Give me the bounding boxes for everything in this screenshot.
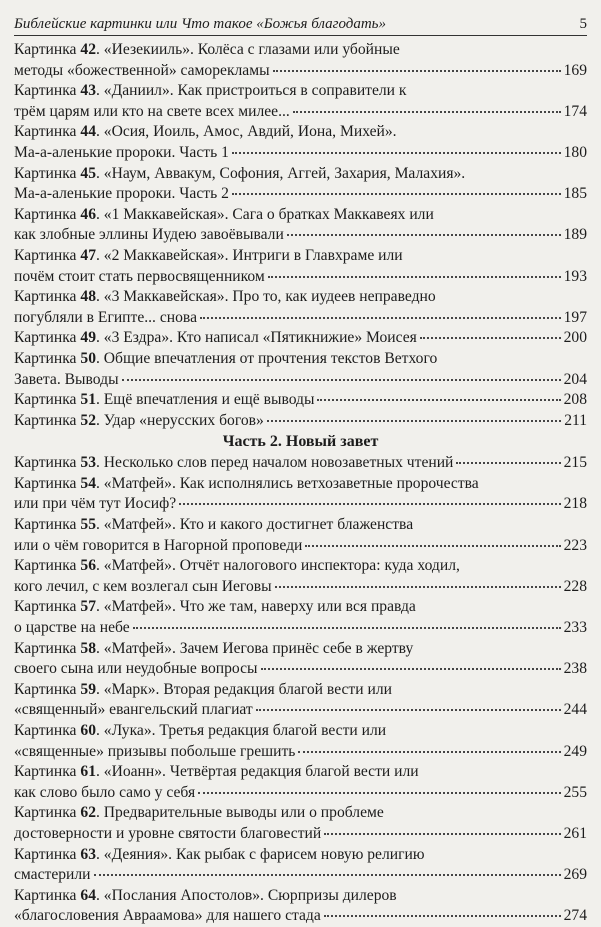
entry-title-text: . Предварительные выводы или о проблеме (95, 804, 384, 822)
entry-title-text: о царстве на небе (14, 619, 130, 637)
toc-entry (14, 287, 587, 328)
entry-title-text: Ма-а-аленькие пророки. Часть 1 (14, 143, 229, 161)
entry-label: Картинка (14, 680, 77, 698)
toc-entry (14, 515, 587, 556)
entry-page-number: 215 (563, 454, 587, 472)
entry-number: 58 (80, 639, 96, 657)
entry-last-line (14, 824, 587, 845)
entry-number: 56 (80, 557, 96, 575)
entry-number: 52 (80, 411, 96, 429)
entry-title-continuation (14, 494, 176, 515)
entry-last-line (14, 143, 587, 164)
toc-part-2 (14, 453, 587, 927)
entry-page-number: 218 (563, 495, 587, 513)
entry-number: 59 (80, 680, 96, 698)
entry-title-text: . «Матфей». Что же там, наверху или вся правда (95, 598, 416, 616)
entry-number: 61 (80, 763, 96, 781)
entry-title-line (14, 122, 587, 143)
entry-last-line (14, 267, 587, 288)
entry-title-text: достоверности и уровне святости благовестий (14, 824, 322, 842)
toc-entry (14, 390, 587, 411)
entry-page-number: 200 (563, 329, 587, 347)
entry-title-text: как слово было само у себя (14, 783, 196, 801)
entry-title-continuation (14, 742, 295, 763)
toc-entry (14, 597, 587, 638)
entry-title-text: . «Матфей». Отчёт налогового инспектора: куда ходил, (95, 557, 460, 575)
entry-page-number: 233 (563, 619, 587, 637)
dot-leader (232, 152, 561, 154)
toc-entry (14, 164, 587, 205)
entry-label: Картинка (14, 454, 77, 472)
entry-last-line (14, 61, 587, 82)
entry-last-line (14, 865, 587, 886)
entry-number: 50 (80, 349, 96, 367)
entry-last-line (14, 102, 587, 123)
entry-number: 57 (80, 598, 96, 616)
entry-last-line (14, 370, 587, 391)
entry-label: Картинка (14, 41, 77, 58)
entry-title-text: или о чём говорится в Нагорной проповеди (14, 536, 303, 554)
entry-title-continuation (14, 225, 284, 246)
entry-number: 44 (80, 123, 96, 141)
entry-label: Картинка (14, 349, 77, 367)
entry-title-continuation (14, 700, 253, 721)
entry-label: Картинка (14, 639, 77, 657)
entry-page-number: 189 (563, 226, 587, 244)
toc-part-1 (14, 40, 587, 431)
entry-title-continuation (14, 536, 302, 557)
entry-title-continuation (14, 328, 417, 349)
toc-entry (14, 639, 587, 680)
entry-label: Картинка (14, 804, 77, 822)
entry-number: 46 (80, 205, 96, 223)
entry-number: 53 (80, 454, 96, 472)
entry-title-text: как злобные эллины Иудею завоёвывали (14, 226, 284, 244)
entry-title-text: . «1 Маккавейская». Сага о братках Маккавеях или (95, 205, 434, 223)
entry-last-line (14, 308, 587, 329)
entry-number: 63 (80, 845, 96, 863)
entry-title-continuation (14, 824, 321, 845)
entry-title-continuation (14, 184, 229, 205)
entry-title-text: методы «божественной» саморекламы (14, 61, 270, 79)
entry-page-number: 204 (563, 370, 587, 388)
entry-last-line (14, 906, 587, 927)
toc-entry (14, 803, 587, 844)
toc-entry (14, 349, 587, 390)
toc-entry (14, 474, 587, 515)
entry-page-number: 185 (563, 185, 587, 203)
entry-number: 54 (80, 474, 96, 492)
entry-title-continuation (14, 267, 265, 288)
entry-title-text: . «Деяния». Как рыбак с фарисем новую религию (95, 845, 425, 863)
entry-title-line (14, 40, 587, 61)
entry-title-line (14, 474, 587, 495)
toc-entry (14, 411, 587, 432)
entry-number: 47 (80, 246, 96, 264)
entry-title-line (14, 762, 587, 783)
entry-title-text: . «Наум, Аввакум, Софония, Аггей, Захария, Малахия». (95, 164, 466, 182)
entry-label: Картинка (14, 722, 77, 739)
entry-title-continuation (14, 61, 270, 82)
entry-title-continuation (14, 411, 264, 432)
entry-page-number: 208 (563, 391, 587, 409)
dot-leader (275, 586, 561, 588)
entry-title-text: или при чём тут Иосиф? (14, 495, 177, 513)
toc-entry (14, 453, 587, 474)
dot-leader (420, 337, 561, 339)
entry-title-line (14, 886, 587, 907)
entry-number: 49 (80, 329, 96, 347)
entry-title-line (14, 597, 587, 618)
dot-leader (200, 317, 561, 319)
dot-leader (267, 420, 561, 422)
dot-leader (456, 462, 560, 464)
entry-page-number: 174 (563, 102, 587, 120)
entry-title-text: . Удар «нерусских богов» (95, 411, 264, 429)
entry-page-number: 169 (563, 61, 587, 79)
entry-title-line (14, 639, 587, 660)
entry-title-continuation (14, 143, 229, 164)
dot-leader (122, 379, 561, 381)
dot-leader (324, 833, 560, 835)
entry-label: Картинка (14, 474, 77, 492)
entry-title-text: . «3 Ездра». Кто написал «Пятикнижие» Моисея (95, 329, 417, 347)
entry-title-text: трём царям или кто на свете всех милее... (14, 102, 290, 120)
entry-title-text: Ма-а-аленькие пророки. Часть 2 (14, 185, 229, 203)
toc-entry (14, 205, 587, 246)
entry-last-line (14, 328, 587, 349)
dot-leader (268, 276, 561, 278)
entry-title-text: «священные» призывы побольше грешить (14, 742, 296, 760)
dot-leader (324, 915, 561, 917)
entry-title-line (14, 349, 587, 370)
entry-title-text: . Ещё впечатления и ещё выводы (95, 391, 315, 409)
toc-entry (14, 246, 587, 287)
entry-last-line (14, 184, 587, 205)
section-title-part-2: Часть 2. Новый завет (222, 433, 379, 451)
dot-leader (287, 234, 561, 236)
toc-entry (14, 328, 587, 349)
toc-entry (14, 721, 587, 762)
entry-title-text: Завета. Выводы (14, 370, 119, 388)
toc-entry (14, 762, 587, 803)
entry-title-line (14, 680, 587, 701)
dot-leader (261, 668, 561, 670)
entry-page-number: 193 (563, 267, 587, 285)
entry-title-text: . «Иезекииль». Колёса с глазами или убойные (95, 41, 400, 58)
entry-label: Картинка (14, 763, 77, 781)
entry-title-text: . «2 Маккавейская». Интриги в Главхраме или (95, 246, 403, 264)
entry-last-line (14, 536, 587, 557)
page-number: 5 (579, 16, 587, 32)
entry-last-line (14, 659, 587, 680)
entry-title-text: . «Даниил». Как пристроиться в соправители к (95, 82, 407, 100)
entry-title-text: . «Осия, Иоиль, Амос, Авдий, Иона, Михей». (95, 123, 397, 141)
entry-label: Картинка (14, 391, 77, 409)
entry-label: Картинка (14, 411, 77, 429)
entry-title-text: . «Матфей». Кто и какого достигнет блаженства (95, 516, 414, 534)
entry-title-continuation (14, 906, 321, 927)
entry-last-line (14, 618, 587, 639)
entry-page-number: 274 (563, 907, 587, 925)
dot-leader (298, 751, 560, 753)
entry-title-text: своего сына или неудобные вопросы (14, 660, 258, 678)
entry-label: Картинка (14, 82, 77, 100)
table-of-contents (14, 40, 587, 927)
entry-title-text: . Несколько слов перед началом новозаветных чтений (95, 454, 454, 472)
toc-entry (14, 556, 587, 597)
toc-entry (14, 886, 587, 927)
entry-title-continuation (14, 659, 258, 680)
entry-title-text: смастерили (14, 866, 91, 884)
running-title: Библейские картинки или Что такое «Божья благодать» (14, 16, 387, 32)
dot-leader (232, 193, 561, 195)
entry-label: Картинка (14, 288, 77, 306)
entry-title-continuation (14, 783, 195, 804)
entry-page-number: 197 (563, 308, 587, 326)
entry-label: Картинка (14, 123, 77, 141)
entry-title-line (14, 81, 587, 102)
entry-title-line (14, 164, 587, 185)
entry-label: Картинка (14, 329, 77, 347)
entry-title-text: . «Матфей». Зачем Иегова принёс себе в жертву (95, 639, 414, 657)
entry-last-line (14, 411, 587, 432)
entry-label: Картинка (14, 886, 77, 904)
entry-label: Картинка (14, 557, 77, 575)
entry-title-continuation (14, 453, 453, 474)
entry-title-line (14, 803, 587, 824)
entry-page-number: 223 (563, 536, 587, 554)
dot-leader (317, 399, 560, 401)
entry-title-text: . «Лука». Третья редакция благой вести или (95, 722, 387, 739)
entry-page-number: 249 (563, 742, 587, 760)
entry-title-text: . «Матфей». Как исполнялись ветхозаветные пророчества (95, 474, 479, 492)
entry-title-text: . «Послания Апостолов». Сюрпризы дилеров (95, 886, 397, 904)
entry-page-number: 244 (563, 701, 587, 719)
toc-entry (14, 40, 587, 81)
entry-title-text: . «Марк». Вторая редакция благой вести или (95, 680, 392, 698)
entry-title-line (14, 205, 587, 226)
entry-label: Картинка (14, 516, 77, 534)
entry-title-text: кого лечил, с кем возлегал сын Иеговы (14, 577, 272, 595)
entry-title-continuation (14, 102, 290, 123)
entry-page-number: 255 (563, 783, 587, 801)
entry-title-text: «священный» евангельский плагиат (14, 701, 253, 719)
entry-page-number: 211 (564, 411, 587, 429)
entry-page-number: 228 (563, 577, 587, 595)
entry-label: Картинка (14, 205, 77, 223)
entry-title-text: почём стоит стать первосвященником (14, 267, 265, 285)
entry-title-continuation (14, 618, 130, 639)
entry-title-text: погубляли в Египте... снова (14, 308, 197, 326)
dot-leader (179, 503, 560, 505)
entry-number: 48 (80, 288, 96, 306)
entry-title-continuation (14, 390, 314, 411)
entry-title-line (14, 515, 587, 536)
dot-leader (256, 709, 561, 711)
dot-leader (198, 792, 560, 794)
entry-last-line (14, 390, 587, 411)
entry-title-line (14, 721, 587, 742)
entry-number: 45 (80, 164, 96, 182)
entry-title-line (14, 556, 587, 577)
entry-last-line (14, 742, 587, 763)
entry-number: 43 (80, 82, 96, 100)
toc-entry (14, 122, 587, 163)
entry-title-continuation (14, 865, 91, 886)
dot-leader (273, 70, 561, 72)
entry-title-continuation (14, 308, 197, 329)
toc-entry (14, 845, 587, 886)
toc-entry (14, 81, 587, 122)
dot-leader (133, 627, 561, 629)
entry-last-line (14, 225, 587, 246)
entry-title-text: «благословения Авраамова» для нашего стада (14, 907, 321, 925)
entry-number: 64 (80, 886, 96, 904)
toc-entry (14, 680, 587, 721)
entry-last-line (14, 494, 587, 515)
entry-title-line (14, 287, 587, 308)
entry-page-number: 269 (563, 866, 587, 884)
entry-title-text: . «3 Маккавейская». Про то, как иудеев неправедно (95, 288, 436, 306)
entry-last-line (14, 783, 587, 804)
entry-label: Картинка (14, 246, 77, 264)
entry-title-continuation (14, 370, 119, 391)
entry-title-text: . Общие впечатления от прочтения текстов Ветхого (95, 349, 438, 367)
dot-leader (94, 874, 561, 876)
entry-last-line (14, 453, 587, 474)
entry-number: 51 (80, 391, 96, 409)
entry-title-line (14, 246, 587, 267)
entry-number: 60 (80, 722, 96, 739)
entry-label: Картинка (14, 845, 77, 863)
entry-page-number: 261 (563, 824, 587, 842)
dot-leader (305, 545, 560, 547)
entry-title-text: . «Иоанн». Четвёртая редакция благой вести или (95, 763, 419, 781)
entry-number: 42 (80, 41, 96, 58)
dot-leader (293, 111, 561, 113)
entry-page-number: 238 (563, 660, 587, 678)
entry-label: Картинка (14, 598, 77, 616)
entry-label: Картинка (14, 164, 77, 182)
entry-number: 62 (80, 804, 96, 822)
entry-title-continuation (14, 577, 272, 598)
entry-number: 55 (80, 516, 96, 534)
entry-last-line (14, 700, 587, 721)
entry-page-number: 180 (563, 143, 587, 161)
entry-title-line (14, 845, 587, 866)
page-header (14, 10, 587, 36)
entry-last-line (14, 577, 587, 598)
